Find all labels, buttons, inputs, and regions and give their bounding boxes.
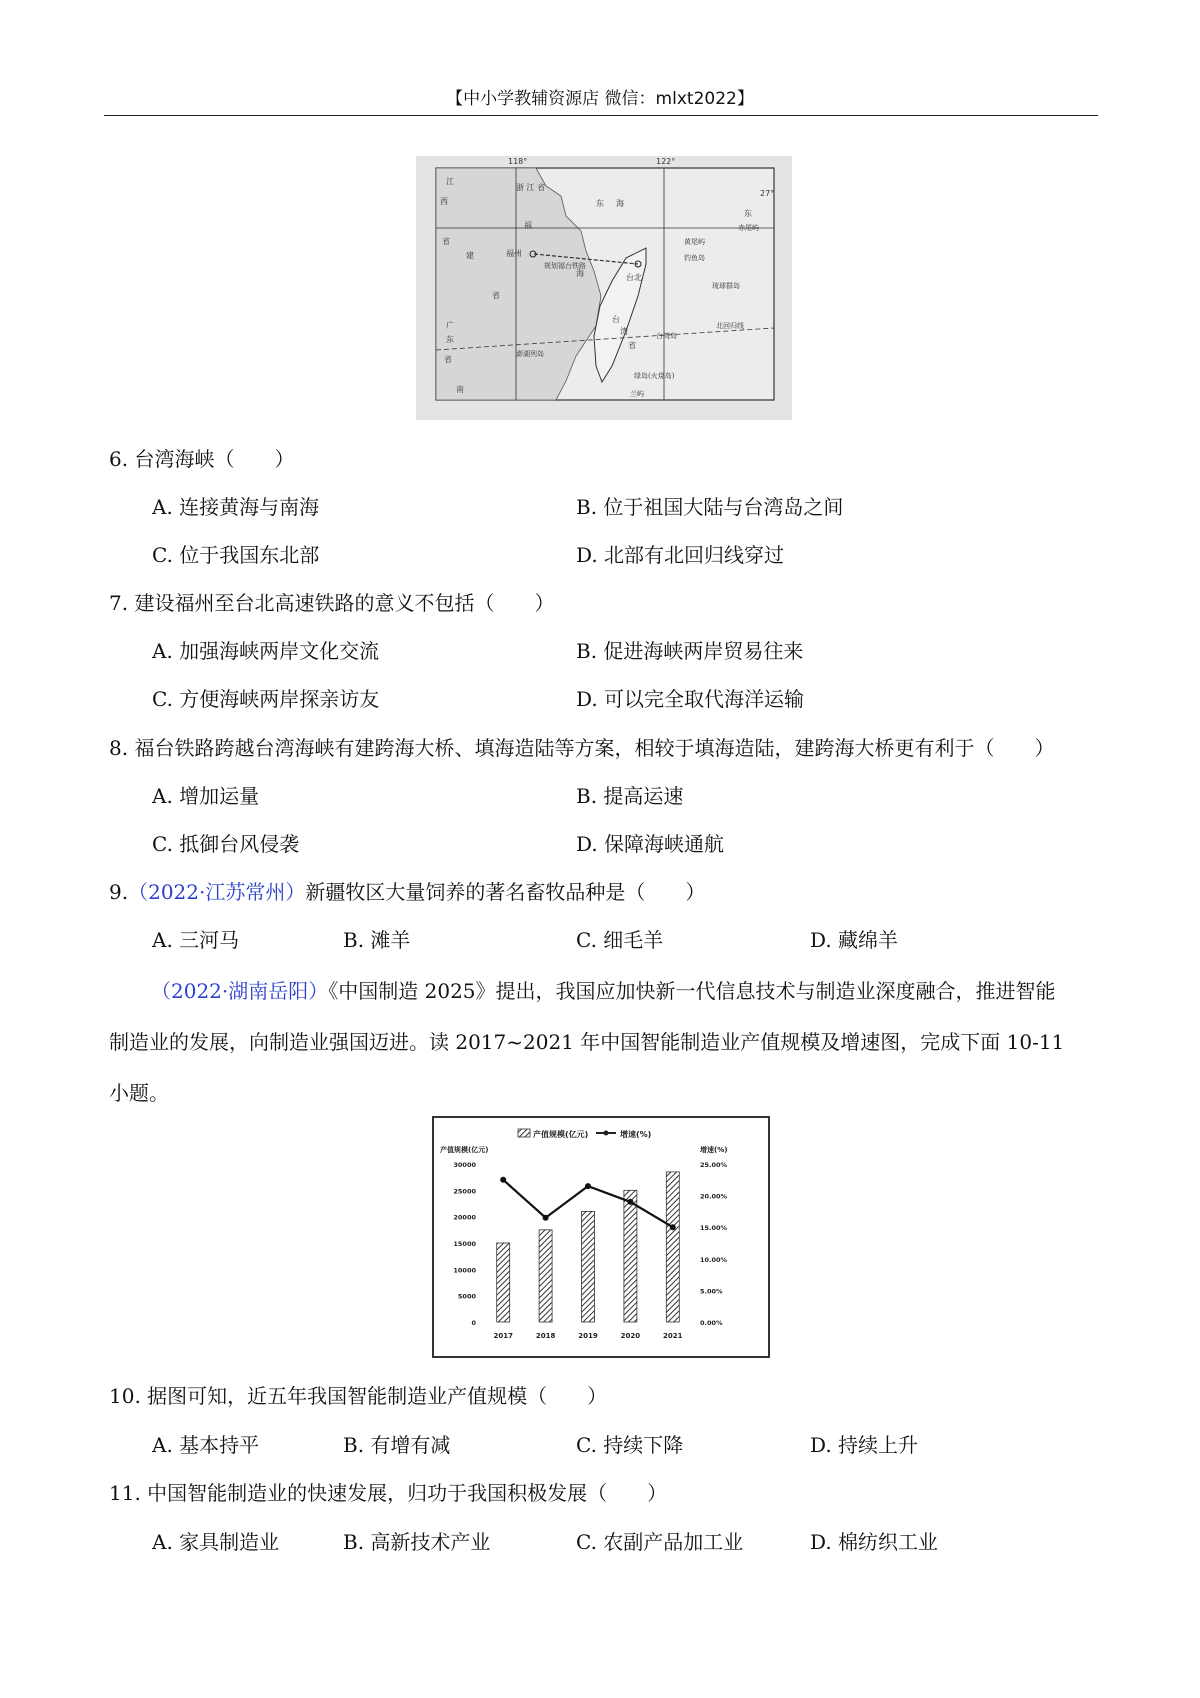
growth-point-2018 (543, 1215, 549, 1221)
q7-option-b: B. 促进海峡两岸贸易往来 (576, 639, 804, 663)
region-label: 东 (446, 335, 454, 344)
q9-number: 9. (109, 880, 129, 904)
right-tick-label: 25.00% (700, 1161, 728, 1169)
left-tick-label: 25000 (453, 1187, 476, 1196)
map-svg (416, 156, 792, 420)
right-tick-label: 20.00% (700, 1192, 728, 1201)
q6-option-a: A. 连接黄海与南海 (152, 495, 320, 519)
page-header: 【中小学教辅资源店 微信：mlxt2022】 (446, 89, 754, 109)
lat-27-label: 27° (760, 189, 775, 198)
x-tick-label: 2018 (535, 1332, 556, 1340)
q7-option-a: A. 加强海峡两岸文化交流 (152, 639, 380, 663)
lon-118-label: 118° (508, 157, 528, 166)
place-huangwei: 黄尾屿 (684, 238, 705, 246)
bar-2020 (624, 1190, 637, 1322)
left-tick-label: 10000 (453, 1266, 476, 1275)
place-lanyu: 兰屿 (630, 390, 644, 398)
place-fuzhou: 福州 (506, 249, 522, 258)
intro-line-3: 小题。 (109, 1081, 169, 1105)
region-label: 东 (596, 199, 604, 208)
q9-option-b: B. 滩羊 (343, 928, 411, 952)
right-axis-title: 增速(%) (700, 1146, 728, 1154)
q9-stem-line (109, 877, 705, 907)
x-tick-label: 2017 (493, 1332, 513, 1340)
q7-stem: 7. 建设福州至台北高速铁路的意义不包括（ ） (109, 591, 555, 615)
q6-option-c: C. 位于我国东北部 (152, 543, 320, 567)
taiwan-strait-map (416, 156, 792, 420)
region-label: 浙 江 省 (516, 183, 546, 192)
header-divider (104, 115, 1098, 116)
place-ryukyu: 琉球群岛 (712, 282, 740, 290)
region-label: 建 (466, 251, 474, 260)
q11-option-a: A. 家具制造业 (152, 1530, 280, 1554)
bar-2019 (582, 1211, 595, 1322)
chart-svg (432, 1116, 770, 1358)
growth-point-2019 (585, 1183, 591, 1189)
growth-point-2020 (627, 1199, 633, 1205)
q6-option-b: B. 位于祖国大陆与台湾岛之间 (576, 495, 844, 519)
q9-stem: 新疆牧区大量饲养的著名畜牧品种是（ ） (305, 880, 706, 904)
place-diaoyu: 钓鱼岛 (684, 254, 705, 262)
intro-text-1: 《中国制造 2025》提出，我国应加快新一代信息技术与制造业深度融合，推进智能 (328, 979, 1056, 1003)
q11-option-c: C. 农副产品加工业 (576, 1530, 744, 1554)
region-label: 南 (456, 385, 464, 394)
left-tick-label: 0 (471, 1319, 476, 1327)
region-label: 海 (576, 269, 584, 278)
q11-option-b: B. 高新技术产业 (343, 1530, 491, 1554)
q10-option-b: B. 有增有减 (343, 1433, 451, 1457)
left-tick-label: 5000 (457, 1292, 476, 1301)
lon-122-label: 122° (656, 157, 676, 166)
place-penghu: 澎湖列岛 (516, 350, 544, 358)
q11-stem: 11. 中国智能制造业的快速发展，归功于我国积极发展（ ） (109, 1481, 668, 1505)
place-taiwan-island: 台湾岛 (656, 332, 677, 340)
manufacturing-chart (432, 1116, 770, 1358)
growth-point-2021 (670, 1224, 676, 1230)
region-label: 省 (442, 237, 450, 246)
place-tropic: 北回归线 (716, 322, 744, 330)
region-label: 东 (744, 209, 752, 218)
intro-source: （2022·湖南岳阳） (151, 979, 329, 1003)
q8-option-b: B. 提高运速 (576, 784, 684, 808)
right-tick-label: 5.00% (700, 1287, 723, 1296)
q10-option-a: A. 基本持平 (152, 1433, 260, 1457)
q10-option-c: C. 持续下降 (576, 1433, 684, 1457)
q8-stem: 8. 福台铁路跨越台湾海峡有建跨海大桥、填海造陆等方案，相较于填海造陆，建跨海大桥更有利于（ ） (109, 736, 1055, 760)
region-label: 福 (524, 221, 532, 230)
q8-option-a: A. 增加运量 (152, 784, 260, 808)
region-label: 台 (612, 315, 620, 324)
region-label: 江 (446, 177, 454, 186)
intro-line-2: 制造业的发展，向制造业强国迈进。读 2017~2021 年中国智能制造业产值规模及增速图，完成下面 10-11 (109, 1030, 1065, 1054)
right-tick-label: 0.00% (700, 1319, 723, 1327)
growth-point-2017 (500, 1177, 506, 1183)
q6-option-d: D. 北部有北回归线穿过 (576, 543, 785, 567)
left-axis-title: 产值规模(亿元) (440, 1146, 489, 1154)
x-tick-label: 2020 (620, 1332, 641, 1340)
place-green-island: 绿岛(火烧岛) (634, 372, 675, 380)
intro-line-1 (109, 976, 1099, 1006)
q9-option-a: A. 三河马 (152, 928, 240, 952)
left-tick-label: 30000 (453, 1161, 476, 1169)
q10-option-d: D. 持续上升 (810, 1433, 919, 1457)
x-tick-label: 2019 (578, 1332, 598, 1340)
q10-stem: 10. 据图可知，近五年我国智能制造业产值规模（ ） (109, 1384, 608, 1408)
place-taipei: 台北 (626, 273, 642, 282)
q7-option-d: D. 可以完全取代海洋运输 (576, 687, 805, 711)
place-chiwei: 赤尾屿 (738, 224, 759, 232)
bar-2017 (497, 1243, 510, 1322)
bar-2021 (666, 1172, 679, 1322)
region-label: 湾 (620, 327, 628, 336)
place-railway: 规划福台铁路 (544, 262, 586, 270)
q8-option-c: C. 抵御台风侵袭 (152, 832, 300, 856)
q9-option-d: D. 藏绵羊 (810, 928, 899, 952)
region-label: 省 (628, 341, 636, 350)
region-label: 省 (444, 355, 452, 364)
x-tick-label: 2021 (663, 1332, 683, 1340)
region-label: 省 (492, 291, 500, 300)
q8-option-d: D. 保障海峡通航 (576, 832, 725, 856)
legend-line-label: 增速(%) (620, 1130, 652, 1139)
bar-2018 (539, 1230, 552, 1322)
region-label: 西 (440, 197, 448, 206)
left-tick-label: 20000 (453, 1213, 476, 1222)
q7-option-c: C. 方便海峡两岸探亲访友 (152, 687, 380, 711)
right-tick-label: 15.00% (700, 1224, 728, 1233)
q11-option-d: D. 棉纺织工业 (810, 1530, 939, 1554)
q6-stem: 6. 台湾海峡（ ） (109, 447, 295, 471)
left-tick-label: 15000 (453, 1240, 476, 1248)
legend-bars-label: 产值规模(亿元) (533, 1130, 589, 1139)
q9-option-c: C. 细毛羊 (576, 928, 664, 952)
right-tick-label: 10.00% (700, 1255, 728, 1264)
region-label: 海 (616, 199, 624, 208)
q9-source: （2022·江苏常州） (128, 880, 306, 904)
region-label: 广 (446, 321, 454, 330)
